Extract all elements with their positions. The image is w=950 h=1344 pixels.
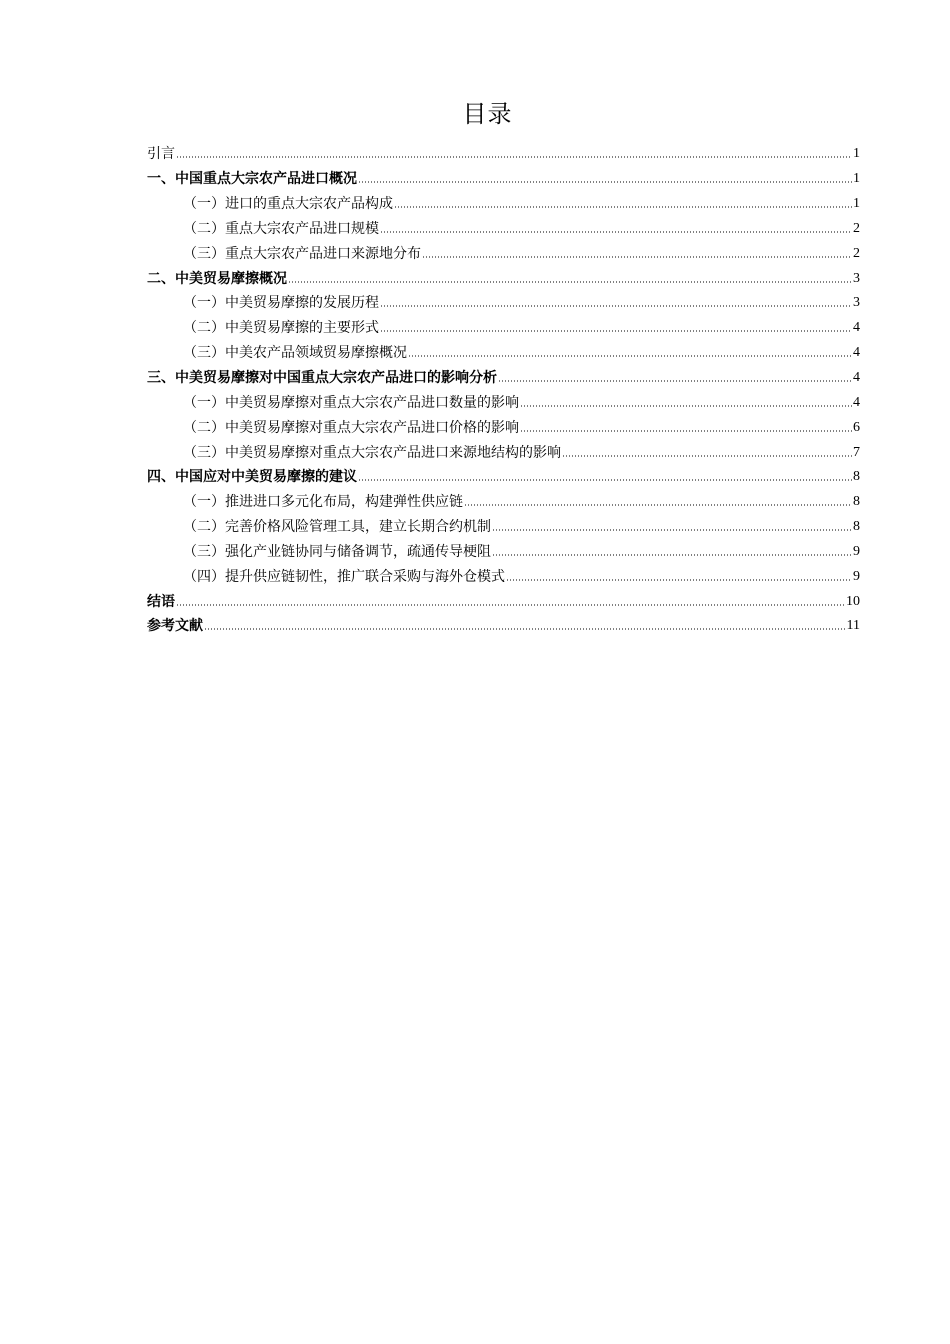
toc-entry-label: （一）推进进口多元化布局，构建弹性供应链 [183, 494, 463, 511]
toc-entry-label: 二、中美贸易摩擦概况 [147, 270, 287, 287]
dot-leader [176, 603, 845, 607]
dot-leader [176, 155, 852, 159]
toc-entry-references[interactable] [147, 614, 860, 639]
toc-entry-section-4-3[interactable] [147, 540, 860, 565]
dot-leader [498, 379, 852, 383]
dot-leader [422, 255, 852, 259]
toc-page-number: 8 [853, 519, 860, 535]
toc-page-number: 9 [853, 543, 860, 559]
toc-entry-section-4-1[interactable] [147, 490, 860, 515]
toc-page-number: 7 [853, 444, 860, 460]
toc-entry-conclusion[interactable] [147, 589, 860, 614]
toc-entry-label: 引言 [147, 146, 175, 163]
toc-page-number: 4 [853, 320, 860, 336]
toc-entry-label: （二）重点大宗农产品进口规模 [183, 220, 379, 237]
dot-leader [520, 404, 852, 408]
toc-page-number: 11 [846, 618, 860, 634]
toc-page-number: 6 [853, 419, 860, 435]
dot-leader [204, 627, 846, 631]
toc-page-number: 4 [853, 345, 860, 361]
toc-entry-label: 一、中国重点大宗农产品进口概况 [147, 171, 357, 188]
toc-page-number: 10 [846, 593, 860, 609]
dot-leader [380, 304, 852, 308]
toc-page-number: 8 [853, 494, 860, 510]
toc-entry-introduction[interactable] [147, 142, 860, 167]
toc-entry-label: （二）中美贸易摩擦对重点大宗农产品进口价格的影响 [183, 419, 519, 436]
toc-entry-label: （四）提升供应链韧性，推广联合采购与海外仓模式 [183, 568, 505, 585]
toc-page-number: 1 [853, 146, 860, 162]
toc-page-number: 3 [853, 270, 860, 286]
table-of-contents [147, 142, 860, 639]
toc-page-number: 1 [853, 196, 860, 212]
toc-page-number: 9 [853, 568, 860, 584]
dot-leader [394, 205, 852, 209]
toc-entry-label: （二）完善价格风险管理工具，建立长期合约机制 [183, 519, 491, 536]
toc-entry-chapter-1[interactable] [147, 167, 860, 192]
toc-page-number: 8 [853, 469, 860, 485]
dot-leader [358, 180, 852, 184]
dot-leader [562, 454, 852, 458]
toc-entry-label: 参考文献 [147, 618, 203, 635]
toc-entry-label: （三）中美贸易摩擦对重点大宗农产品进口来源地结构的影响 [183, 444, 561, 461]
toc-entry-label: （一）进口的重点大宗农产品构成 [183, 196, 393, 213]
toc-entry-section-2-1[interactable] [147, 291, 860, 316]
toc-entry-label: （二）中美贸易摩擦的主要形式 [183, 320, 379, 337]
toc-entry-label: 四、中国应对中美贸易摩擦的建议 [147, 469, 357, 486]
toc-entry-section-3-3[interactable] [147, 440, 860, 465]
toc-entry-label: （一）中美贸易摩擦的发展历程 [183, 295, 379, 312]
toc-entry-chapter-4[interactable] [147, 465, 860, 490]
dot-leader [492, 553, 852, 557]
dot-leader [520, 429, 852, 433]
toc-entry-section-2-3[interactable] [147, 341, 860, 366]
toc-page-number: 3 [853, 295, 860, 311]
toc-entry-section-3-1[interactable] [147, 390, 860, 415]
toc-entry-label: （三）强化产业链协同与储备调节，疏通传导梗阻 [183, 543, 491, 560]
dot-leader [288, 280, 852, 284]
toc-title: 目录 [462, 100, 513, 128]
toc-page-number: 2 [853, 220, 860, 236]
dot-leader [380, 230, 852, 234]
dot-leader [464, 503, 852, 507]
toc-page-number: 4 [853, 394, 860, 410]
toc-page-number: 4 [853, 370, 860, 386]
dot-leader [408, 354, 852, 358]
dot-leader [506, 578, 852, 582]
toc-entry-section-1-2[interactable] [147, 217, 860, 242]
toc-entry-section-1-1[interactable] [147, 192, 860, 217]
toc-entry-label: 三、中美贸易摩擦对中国重点大宗农产品进口的影响分析 [147, 370, 497, 387]
toc-entry-label: （一）中美贸易摩擦对重点大宗农产品进口数量的影响 [183, 394, 519, 411]
toc-entry-chapter-3[interactable] [147, 366, 860, 391]
toc-entry-chapter-2[interactable] [147, 266, 860, 291]
toc-entry-label: （三）中美农产品领域贸易摩擦概况 [183, 345, 407, 362]
toc-entry-section-4-2[interactable] [147, 515, 860, 540]
toc-entry-label: （三）重点大宗农产品进口来源地分布 [183, 245, 421, 262]
toc-entry-section-4-4[interactable] [147, 564, 860, 589]
toc-page-number: 2 [853, 245, 860, 261]
toc-page-number: 1 [853, 171, 860, 187]
dot-leader [380, 329, 852, 333]
toc-entry-label: 结语 [147, 593, 175, 610]
dot-leader [492, 528, 852, 532]
toc-entry-section-1-3[interactable] [147, 241, 860, 266]
toc-entry-section-3-2[interactable] [147, 415, 860, 440]
toc-entry-section-2-2[interactable] [147, 316, 860, 341]
dot-leader [358, 478, 852, 482]
